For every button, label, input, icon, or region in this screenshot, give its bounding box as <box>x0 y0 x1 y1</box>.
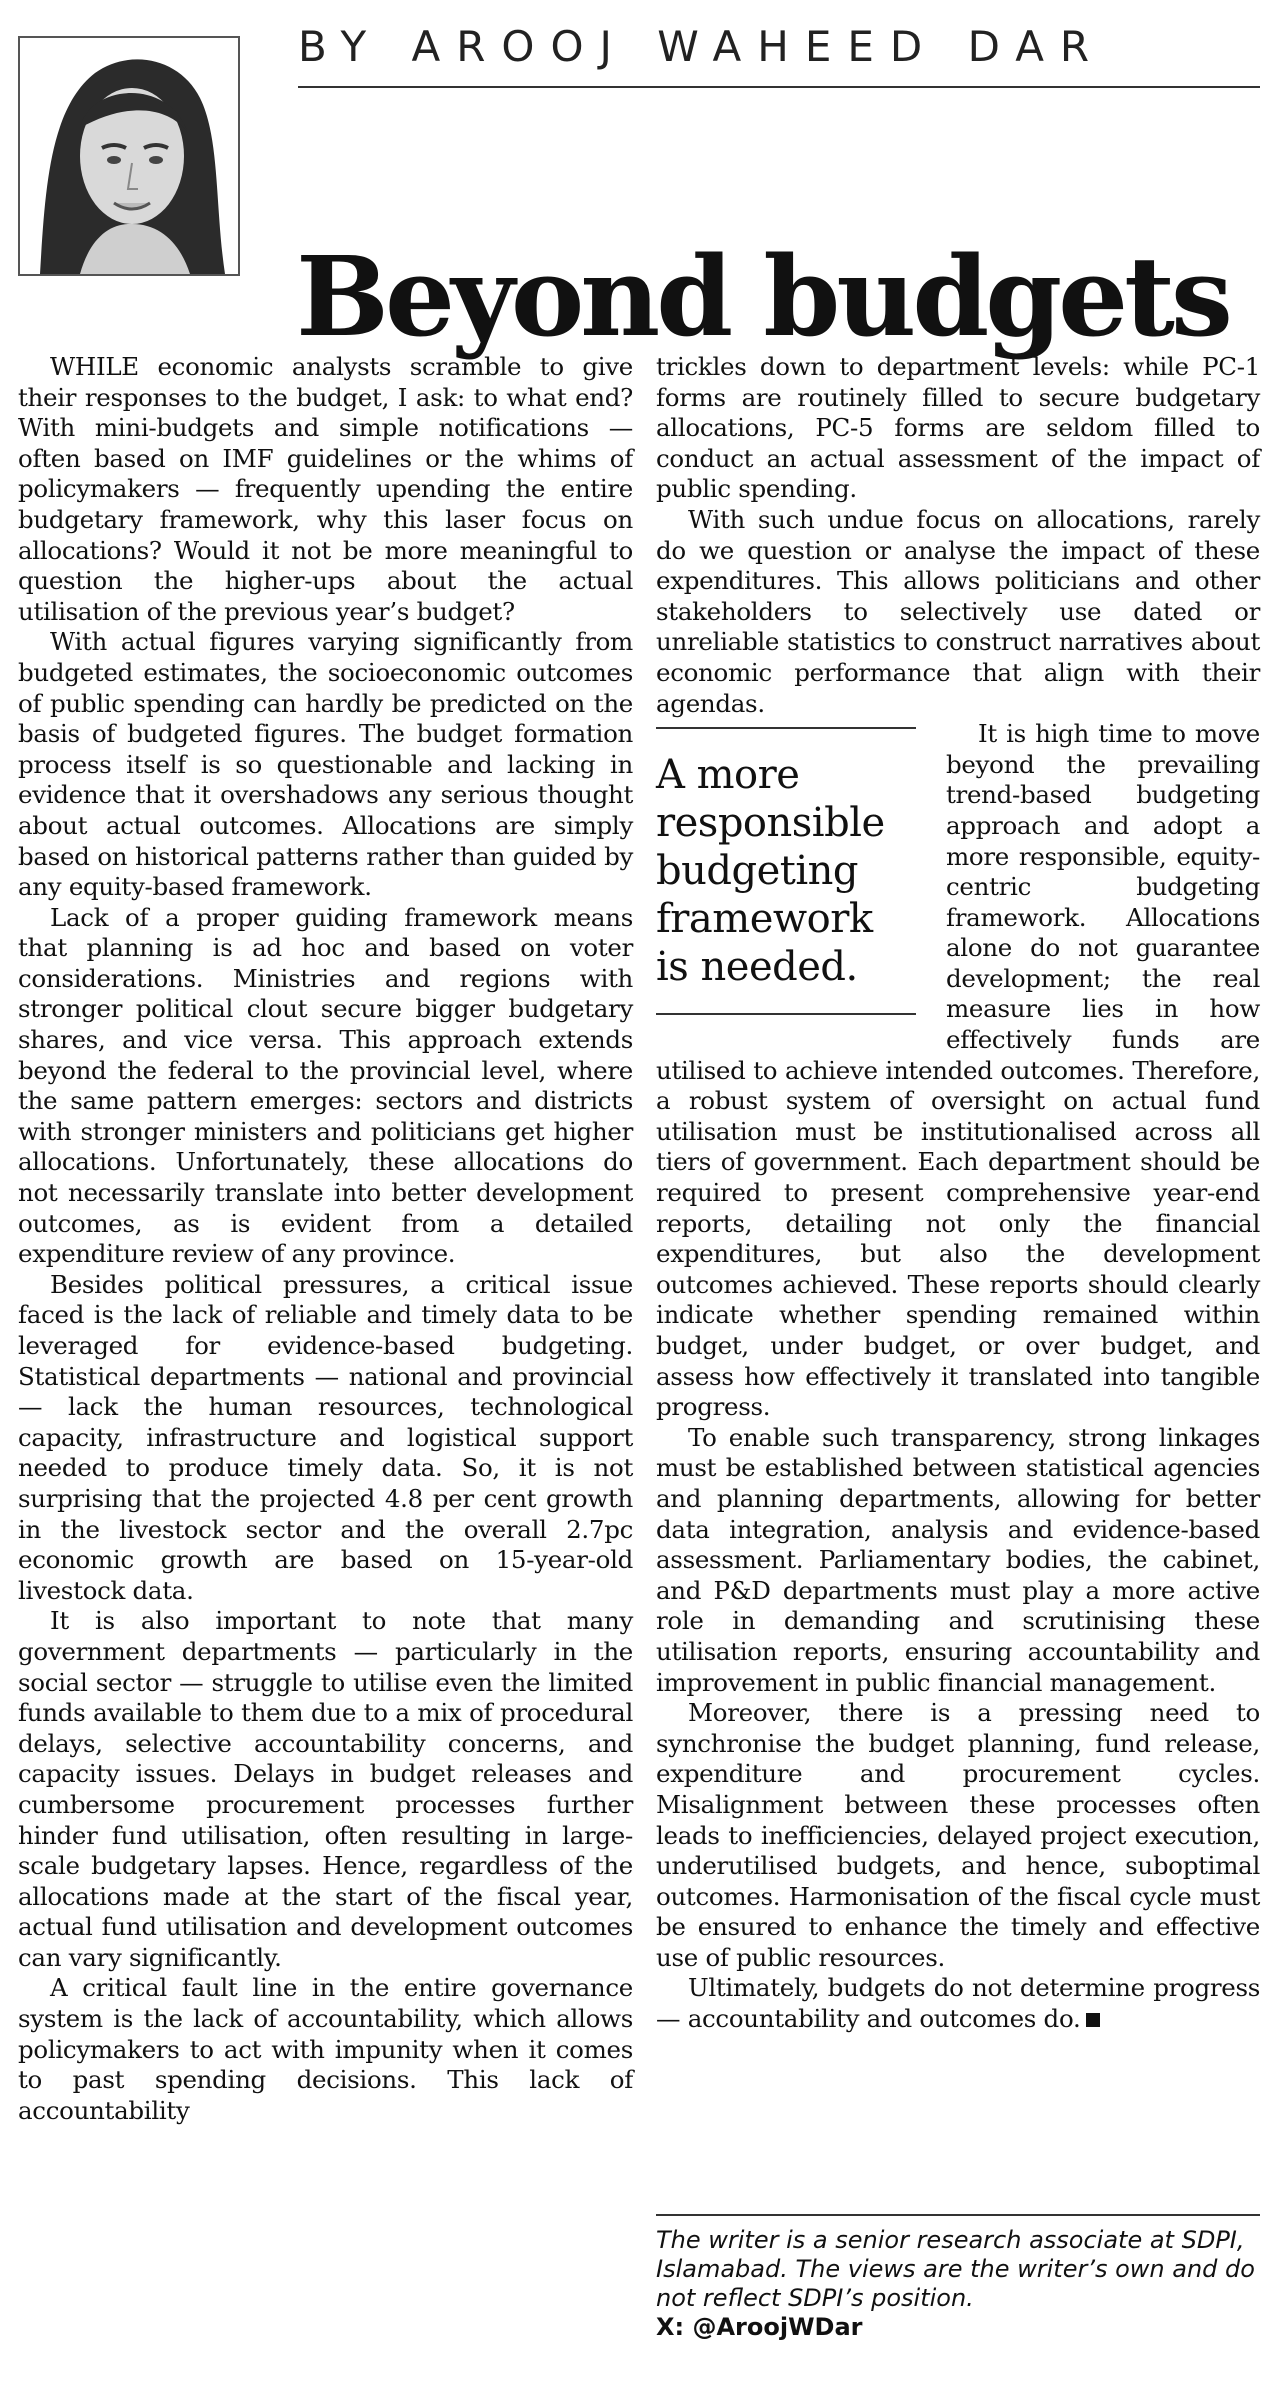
pull-quote-line: A more <box>656 752 800 799</box>
paragraph: Moreover, there is a pressing need to synchronise the budget planning, fund release, expenditure and procurement cycles. Misalignment between these processes often leads to inefficiencies, delayed project execution, underutilised budgets, and hence, suboptimal outcomes. Harmonisation of the fiscal cycle must be ensured to enhance the timely and effective use of public resources. <box>656 1698 1260 1972</box>
pull-quote-line: responsible <box>656 800 885 847</box>
byline: BY AROOJ WAHEED DAR <box>298 22 1106 71</box>
paragraph: To enable such transparency, strong linkages must be established between statistical agencies and planning departments, allowing for better data integration, analysis and evidence-based assessment. Parliamentary bodies, the cabinet, and P&D departments must play a more active role in demanding and scrutinising these utilisation reports, ensuring accountability and improvement in public financial management. <box>656 1422 1260 1697</box>
paragraph: It is high time to move beyond the prevailing trend-based budgeting approach and adopt a more responsible, equity-centric budgeting framework. Allocations alone do not guarantee development; the real measure lies in how effectively funds are utilised to achieve intended outcomes. Therefore, a robust system of oversight on actual fund utilisation must be institutionalised across all tiers of government. Each department should be required to present comprehensive year-end reports, detailing not only the financial expenditures, but also the development outcomes achieved. These reports should clearly indicate whether spending remained within budget, under budget, or over budget, and assess how effectively it translated into tangible progress. <box>656 719 1260 1422</box>
author-bio <box>656 2214 1260 2342</box>
author-portrait <box>18 36 240 276</box>
paragraph: It is also important to note that many government departments — particularly in the social sector — struggle to utilise even the limited funds available to them due to a mix of procedural delays, selective accountability concerns, and capacity issues. Delays in budget releases and cumbersome procurement processes further hinder fund utilisation, often resulting in large-scale budgetary lapses. Hence, regardless of the allocations made at the start of the fiscal year, actual fund utilisation and development outcomes can vary significantly. <box>18 1606 633 1972</box>
paragraph: With actual figures varying significantly from budgeted estimates, the socioeconomic outcomes of public spending can hardly be predicted on the basis of budgeted figures. The budget formation process itself is so questionable and lacking in evidence that it overshadows any serious thought about actual outcomes. Allocations are simply based on historical patterns rather than guided by any equity-based framework. <box>18 627 633 902</box>
paragraph: WHILE economic analysts scramble to give their responses to the budget, I ask: to what end? With mini-budgets and simple notifications — often based on IMF guidelines or the whims of policymakers — frequently upending the entire budgetary framework, why this laser focus on allocations? Would it not be more meaningful to question the higher-ups about the actual utilisation of the previous year’s budget? <box>18 352 633 626</box>
pull-quote-line: framework <box>656 896 873 943</box>
end-mark-icon <box>1086 2013 1100 2027</box>
paragraph: Lack of a proper guiding framework means that planning is ad hoc and based on voter considerations. Ministries and regions with stronger political clout secure bigger budgetary shares, and vice versa. This approach extends beyond the federal to the provincial level, where the same pattern emerges: sectors and districts with stronger ministers and politicians get higher allocations. Unfortunately, these allocations do not necessarily translate into better development outcomes, as is evident from a detailed expenditure review of any province. <box>18 902 633 1269</box>
byline-rule <box>298 86 1260 88</box>
social-handle: X: @AroojWDar <box>656 2313 863 2341</box>
headline: Beyond budgets <box>296 231 1229 361</box>
paragraph-final <box>656 1973 1260 2034</box>
article-column-right <box>656 352 1260 2035</box>
pull-quote <box>656 727 916 1015</box>
bio-text: The writer is a senior research associate at SDPI, Islamabad. The views are the writer’s own and do not reflect SDPI’s position. <box>656 2226 1255 2312</box>
final-sentence: Ultimately, budgets do not determine progress — accountability and outcomes do. <box>656 1973 1260 2034</box>
article-column-left <box>18 352 633 2126</box>
paragraph: With such undue focus on allocations, rarely do we question or analyse the impact of these expenditures. This allows politicians and other stakeholders to selectively use dated or unreliable statistics to construct narratives about economic performance that align with their agendas. <box>656 504 1260 718</box>
paragraph: A critical fault line in the entire governance system is the lack of accountability, which allows policymakers to act with impunity when it comes to past spending decisions. This lack of accountability <box>18 1973 633 2125</box>
paragraph: Besides political pressures, a critical issue faced is the lack of reliable and timely data to be leveraged for evidence-based budgeting. Statistical departments — national and provincial — lack the human resources, technological capacity, infrastructure and logistical support needed to produce timely data. So, it is not surprising that the projected 4.8 per cent growth in the livestock sector and the overall 2.7pc economic growth are based on 15-year-old livestock data. <box>18 1269 633 1605</box>
pull-quote-line: budgeting <box>656 848 858 895</box>
pull-quote-line: is needed. <box>656 944 858 991</box>
paragraph-continued: trickles down to department levels: while PC-1 forms are routinely filled to secure budgetary allocations, PC-5 forms are seldom filled to conduct an actual assessment of the impact of public spending. <box>656 352 1260 504</box>
